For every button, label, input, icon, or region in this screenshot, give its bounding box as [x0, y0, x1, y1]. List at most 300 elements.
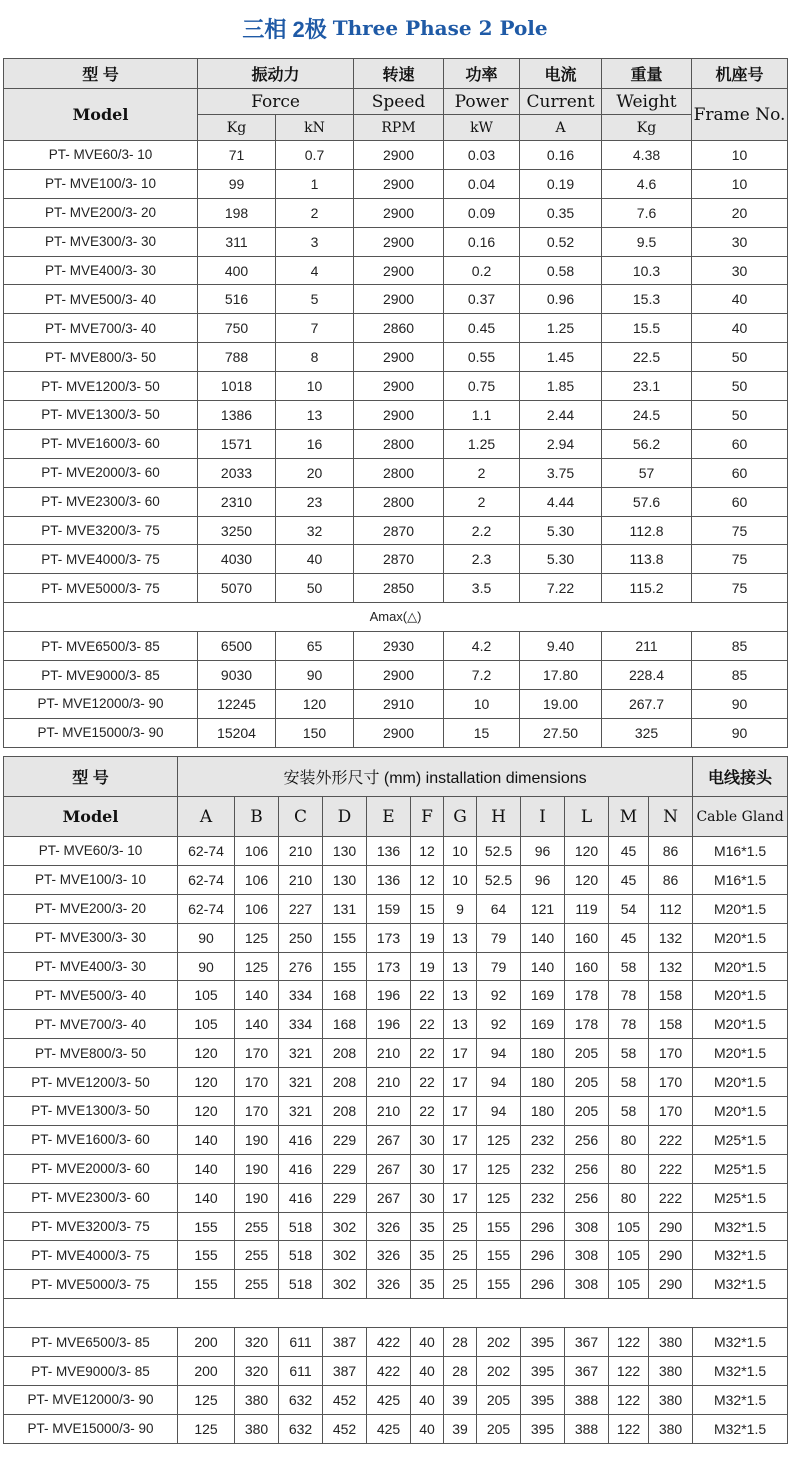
value-cell: 2.2	[444, 516, 520, 545]
value-cell: 120	[178, 1039, 235, 1068]
unit-kw: kW	[444, 115, 520, 141]
value-cell: 60	[692, 487, 788, 516]
model-cell: PT- MVE3200/3- 75	[4, 516, 198, 545]
model-cell: PT- MVE200/3- 20	[4, 198, 198, 227]
value-cell: M20*1.5	[693, 1010, 788, 1039]
value-cell: 45	[609, 837, 649, 866]
header-power-cn: 功率	[444, 59, 520, 89]
value-cell: 632	[279, 1386, 323, 1415]
unit-kg: Kg	[198, 115, 276, 141]
table-row	[4, 894, 788, 923]
table-row	[4, 458, 788, 487]
model-cell: PT- MVE800/3- 50	[4, 1039, 178, 1068]
header2-cable-cn: 电线接头	[693, 757, 788, 797]
value-cell: 54	[609, 894, 649, 923]
value-cell: 205	[477, 1386, 521, 1415]
value-cell: 255	[235, 1212, 279, 1241]
value-cell: 1	[276, 169, 354, 198]
value-cell: 58	[609, 1039, 649, 1068]
table-row	[4, 1154, 788, 1183]
value-cell: 180	[521, 1039, 565, 1068]
header2-dimensions: 安装外形尺寸 (mm) installation dimensions	[178, 757, 693, 797]
value-cell: 0.19	[520, 169, 602, 198]
value-cell: 1.1	[444, 401, 520, 430]
table-row	[4, 256, 788, 285]
value-cell: 25	[444, 1241, 477, 1270]
table-row	[4, 1357, 788, 1386]
table-row	[4, 314, 788, 343]
value-cell: 22.5	[602, 343, 692, 372]
value-cell: 17	[444, 1125, 477, 1154]
header2-col-i: I	[521, 797, 565, 837]
value-cell: 4.2	[444, 632, 520, 661]
value-cell: 0.52	[520, 227, 602, 256]
table-row	[4, 718, 788, 747]
table-row	[4, 632, 788, 661]
value-cell: 155	[477, 1270, 521, 1299]
model-cell: PT- MVE3200/3- 75	[4, 1212, 178, 1241]
model-cell: PT- MVE6500/3- 85	[4, 1328, 178, 1357]
value-cell: 155	[178, 1241, 235, 1270]
value-cell: 0.35	[520, 198, 602, 227]
value-cell: 205	[565, 1039, 609, 1068]
value-cell: 267.7	[602, 690, 692, 719]
value-cell: M32*1.5	[693, 1270, 788, 1299]
value-cell: 205	[477, 1414, 521, 1443]
value-cell: 150	[276, 718, 354, 747]
value-cell: 2800	[354, 487, 444, 516]
header2-col-b: B	[235, 797, 279, 837]
value-cell: 516	[198, 285, 276, 314]
value-cell: 113.8	[602, 545, 692, 574]
value-cell: 115.2	[602, 574, 692, 603]
value-cell: 5	[276, 285, 354, 314]
model-cell: PT- MVE1600/3- 60	[4, 429, 198, 458]
value-cell: 140	[178, 1125, 235, 1154]
model-cell: PT- MVE700/3- 40	[4, 1010, 178, 1039]
value-cell: 105	[609, 1270, 649, 1299]
value-cell: 0.09	[444, 198, 520, 227]
value-cell: 13	[444, 952, 477, 981]
value-cell: 211	[602, 632, 692, 661]
value-cell: 30	[411, 1183, 444, 1212]
value-cell: 416	[279, 1183, 323, 1212]
value-cell: 40	[276, 545, 354, 574]
model-cell: PT- MVE400/3- 30	[4, 952, 178, 981]
value-cell: 106	[235, 894, 279, 923]
model-cell: PT- MVE2300/3- 60	[4, 1183, 178, 1212]
value-cell: 9030	[198, 661, 276, 690]
value-cell: 22	[411, 981, 444, 1010]
table-row	[4, 1270, 788, 1299]
model-cell: PT- MVE9000/3- 85	[4, 1357, 178, 1386]
unit-rpm: RPM	[354, 115, 444, 141]
title-en: Three Phase 2 Pole	[332, 16, 548, 40]
value-cell: 0.7	[276, 141, 354, 170]
header2-col-e: E	[367, 797, 411, 837]
value-cell: 105	[178, 981, 235, 1010]
value-cell: 122	[609, 1357, 649, 1386]
value-cell: 6500	[198, 632, 276, 661]
value-cell: 0.37	[444, 285, 520, 314]
header2-col-m: M	[609, 797, 649, 837]
table-row	[4, 372, 788, 401]
value-cell: 296	[521, 1270, 565, 1299]
value-cell: 229	[323, 1154, 367, 1183]
value-cell: 50	[692, 401, 788, 430]
value-cell: 632	[279, 1414, 323, 1443]
value-cell: M16*1.5	[693, 865, 788, 894]
value-cell: 7	[276, 314, 354, 343]
value-cell: 452	[323, 1414, 367, 1443]
value-cell: M20*1.5	[693, 952, 788, 981]
value-cell: M20*1.5	[693, 1039, 788, 1068]
value-cell: 130	[323, 837, 367, 866]
value-cell: 0.96	[520, 285, 602, 314]
value-cell: 2900	[354, 169, 444, 198]
value-cell: 136	[367, 837, 411, 866]
performance-table	[3, 58, 788, 748]
value-cell: 10	[276, 372, 354, 401]
value-cell: 190	[235, 1154, 279, 1183]
value-cell: 10	[692, 169, 788, 198]
value-cell: 94	[477, 1068, 521, 1097]
value-cell: M25*1.5	[693, 1183, 788, 1212]
value-cell: 9.40	[520, 632, 602, 661]
value-cell: 75	[692, 574, 788, 603]
separator-label: Amax(△)	[4, 603, 788, 632]
value-cell: 19	[411, 952, 444, 981]
value-cell: 202	[477, 1357, 521, 1386]
value-cell: 400	[198, 256, 276, 285]
value-cell: 334	[279, 981, 323, 1010]
value-cell: 10	[692, 141, 788, 170]
value-cell: 2930	[354, 632, 444, 661]
value-cell: 4.44	[520, 487, 602, 516]
value-cell: 3	[276, 227, 354, 256]
value-cell: 57	[602, 458, 692, 487]
value-cell: 232	[521, 1125, 565, 1154]
value-cell: 57.6	[602, 487, 692, 516]
value-cell: 2900	[354, 661, 444, 690]
table-row	[4, 865, 788, 894]
value-cell: 125	[235, 952, 279, 981]
value-cell: 326	[367, 1270, 411, 1299]
value-cell: 112.8	[602, 516, 692, 545]
value-cell: 140	[521, 952, 565, 981]
header-speed-cn: 转速	[354, 59, 444, 89]
model-cell: PT- MVE60/3- 10	[4, 141, 198, 170]
value-cell: 52.5	[477, 865, 521, 894]
table-row	[4, 141, 788, 170]
separator-row	[4, 603, 788, 632]
value-cell: 106	[235, 837, 279, 866]
value-cell: 395	[521, 1357, 565, 1386]
value-cell: 5.30	[520, 545, 602, 574]
value-cell: 232	[521, 1183, 565, 1212]
model-cell: PT- MVE1200/3- 50	[4, 1068, 178, 1097]
value-cell: 96	[521, 837, 565, 866]
value-cell: 170	[235, 1039, 279, 1068]
value-cell: 140	[235, 981, 279, 1010]
value-cell: 611	[279, 1328, 323, 1357]
value-cell: 28	[444, 1357, 477, 1386]
model-cell: PT- MVE15000/3- 90	[4, 1414, 178, 1443]
value-cell: 308	[565, 1212, 609, 1241]
value-cell: 2900	[354, 372, 444, 401]
value-cell: 94	[477, 1039, 521, 1068]
value-cell: M25*1.5	[693, 1154, 788, 1183]
value-cell: 380	[649, 1386, 693, 1415]
value-cell: 395	[521, 1414, 565, 1443]
value-cell: 168	[323, 1010, 367, 1039]
table-row	[4, 487, 788, 516]
table-row	[4, 952, 788, 981]
value-cell: M20*1.5	[693, 1097, 788, 1126]
value-cell: 155	[178, 1212, 235, 1241]
table-row	[4, 401, 788, 430]
model-cell: PT- MVE2300/3- 60	[4, 487, 198, 516]
value-cell: 122	[609, 1414, 649, 1443]
value-cell: 80	[609, 1183, 649, 1212]
value-cell: 22	[411, 1010, 444, 1039]
value-cell: 40	[411, 1414, 444, 1443]
value-cell: 321	[279, 1039, 323, 1068]
value-cell: 232	[521, 1154, 565, 1183]
value-cell: 40	[692, 314, 788, 343]
table-row	[4, 227, 788, 256]
value-cell: 302	[323, 1241, 367, 1270]
value-cell: 58	[609, 952, 649, 981]
value-cell: 170	[649, 1039, 693, 1068]
value-cell: 39	[444, 1414, 477, 1443]
value-cell: 60	[692, 429, 788, 458]
value-cell: 256	[565, 1125, 609, 1154]
value-cell: 90	[276, 661, 354, 690]
value-cell: 80	[609, 1125, 649, 1154]
value-cell: 13	[444, 981, 477, 1010]
value-cell: 96	[521, 865, 565, 894]
value-cell: 170	[235, 1097, 279, 1126]
model-cell: PT- MVE12000/3- 90	[4, 1386, 178, 1415]
value-cell: 2310	[198, 487, 276, 516]
header-frame-cn: 机座号	[692, 59, 788, 89]
value-cell: 750	[198, 314, 276, 343]
value-cell: 40	[411, 1357, 444, 1386]
table-row	[4, 1212, 788, 1241]
value-cell: 136	[367, 865, 411, 894]
value-cell: 50	[276, 574, 354, 603]
value-cell: 132	[649, 923, 693, 952]
value-cell: 4.38	[602, 141, 692, 170]
value-cell: 12245	[198, 690, 276, 719]
value-cell: 2800	[354, 458, 444, 487]
value-cell: 0.55	[444, 343, 520, 372]
header2-col-h: H	[477, 797, 521, 837]
value-cell: 1.85	[520, 372, 602, 401]
value-cell: 422	[367, 1357, 411, 1386]
value-cell: 85	[692, 661, 788, 690]
value-cell: M32*1.5	[693, 1328, 788, 1357]
model-cell: PT- MVE1300/3- 50	[4, 401, 198, 430]
value-cell: 125	[477, 1125, 521, 1154]
header-force-en: Force	[198, 89, 354, 115]
value-cell: 131	[323, 894, 367, 923]
value-cell: 23.1	[602, 372, 692, 401]
table-row	[4, 516, 788, 545]
value-cell: 222	[649, 1183, 693, 1212]
value-cell: 13	[444, 923, 477, 952]
value-cell: 92	[477, 1010, 521, 1039]
value-cell: 190	[235, 1183, 279, 1212]
value-cell: 155	[477, 1241, 521, 1270]
value-cell: 5.30	[520, 516, 602, 545]
value-cell: 0.2	[444, 256, 520, 285]
value-cell: M25*1.5	[693, 1125, 788, 1154]
value-cell: 85	[692, 632, 788, 661]
header2-model-cn: 型 号	[4, 757, 178, 797]
header2-col-n: N	[649, 797, 693, 837]
value-cell: 140	[235, 1010, 279, 1039]
value-cell: 425	[367, 1414, 411, 1443]
value-cell: 20	[276, 458, 354, 487]
table-row	[4, 574, 788, 603]
model-cell: PT- MVE6500/3- 85	[4, 632, 198, 661]
value-cell: 229	[323, 1125, 367, 1154]
value-cell: 15	[411, 894, 444, 923]
table-row	[4, 1328, 788, 1357]
value-cell: 19	[411, 923, 444, 952]
value-cell: 308	[565, 1270, 609, 1299]
value-cell: 320	[235, 1357, 279, 1386]
value-cell: 2900	[354, 141, 444, 170]
value-cell: 2860	[354, 314, 444, 343]
value-cell: 122	[609, 1386, 649, 1415]
value-cell: 788	[198, 343, 276, 372]
value-cell: 367	[565, 1357, 609, 1386]
value-cell: 222	[649, 1125, 693, 1154]
value-cell: 2900	[354, 227, 444, 256]
value-cell: 24.5	[602, 401, 692, 430]
model-cell: PT- MVE60/3- 10	[4, 837, 178, 866]
value-cell: 321	[279, 1068, 323, 1097]
value-cell: 80	[609, 1154, 649, 1183]
value-cell: 10	[444, 865, 477, 894]
value-cell: 380	[649, 1414, 693, 1443]
value-cell: M20*1.5	[693, 923, 788, 952]
value-cell: 78	[609, 1010, 649, 1039]
value-cell: 140	[178, 1154, 235, 1183]
value-cell: 19.00	[520, 690, 602, 719]
value-cell: 173	[367, 952, 411, 981]
title-cn: 三相 2极	[242, 16, 327, 42]
value-cell: 2.3	[444, 545, 520, 574]
value-cell: 62-74	[178, 837, 235, 866]
value-cell: 52.5	[477, 837, 521, 866]
value-cell: 302	[323, 1212, 367, 1241]
value-cell: 7.2	[444, 661, 520, 690]
value-cell: 64	[477, 894, 521, 923]
value-cell: 4.6	[602, 169, 692, 198]
table-row	[4, 285, 788, 314]
value-cell: 425	[367, 1386, 411, 1415]
table-row	[4, 1097, 788, 1126]
value-cell: 120	[565, 865, 609, 894]
value-cell: 169	[521, 1010, 565, 1039]
value-cell: 227	[279, 894, 323, 923]
table-row	[4, 661, 788, 690]
value-cell: 0.16	[444, 227, 520, 256]
model-cell: PT- MVE15000/3- 90	[4, 718, 198, 747]
value-cell: 2800	[354, 429, 444, 458]
value-cell: 200	[178, 1357, 235, 1386]
value-cell: 65	[276, 632, 354, 661]
value-cell: 125	[178, 1414, 235, 1443]
value-cell: 0.45	[444, 314, 520, 343]
value-cell: 0.58	[520, 256, 602, 285]
value-cell: 267	[367, 1183, 411, 1212]
value-cell: 106	[235, 865, 279, 894]
value-cell: 1386	[198, 401, 276, 430]
value-cell: 452	[323, 1386, 367, 1415]
header2-col-c: C	[279, 797, 323, 837]
value-cell: 155	[323, 952, 367, 981]
value-cell: 78	[609, 981, 649, 1010]
unit-a: A	[520, 115, 602, 141]
value-cell: 210	[279, 865, 323, 894]
value-cell: 15.3	[602, 285, 692, 314]
value-cell: 367	[565, 1328, 609, 1357]
value-cell: 28	[444, 1328, 477, 1357]
table-row	[4, 981, 788, 1010]
value-cell: 518	[279, 1212, 323, 1241]
page-title	[0, 0, 790, 56]
value-cell: 169	[521, 981, 565, 1010]
model-cell: PT- MVE700/3- 40	[4, 314, 198, 343]
value-cell: 180	[521, 1097, 565, 1126]
table-row	[4, 923, 788, 952]
header-weight-en: Weight	[602, 89, 692, 115]
value-cell: 125	[477, 1183, 521, 1212]
value-cell: 205	[565, 1068, 609, 1097]
value-cell: 10	[444, 690, 520, 719]
value-cell: 5070	[198, 574, 276, 603]
value-cell: 178	[565, 1010, 609, 1039]
value-cell: 1571	[198, 429, 276, 458]
value-cell: 416	[279, 1125, 323, 1154]
model-cell: PT- MVE100/3- 10	[4, 865, 178, 894]
value-cell: 40	[411, 1386, 444, 1415]
value-cell: 125	[235, 923, 279, 952]
value-cell: 2900	[354, 256, 444, 285]
value-cell: 27.50	[520, 718, 602, 747]
value-cell: 2	[276, 198, 354, 227]
value-cell: 35	[411, 1270, 444, 1299]
value-cell: 40	[692, 285, 788, 314]
value-cell: 15.5	[602, 314, 692, 343]
value-cell: 334	[279, 1010, 323, 1039]
value-cell: 2900	[354, 343, 444, 372]
table-row	[4, 545, 788, 574]
value-cell: 325	[602, 718, 692, 747]
table-row	[4, 1183, 788, 1212]
value-cell: 290	[649, 1270, 693, 1299]
model-cell: PT- MVE100/3- 10	[4, 169, 198, 198]
model-cell: PT- MVE2000/3- 60	[4, 1154, 178, 1183]
value-cell: 2910	[354, 690, 444, 719]
table-row	[4, 169, 788, 198]
value-cell: 120	[276, 690, 354, 719]
